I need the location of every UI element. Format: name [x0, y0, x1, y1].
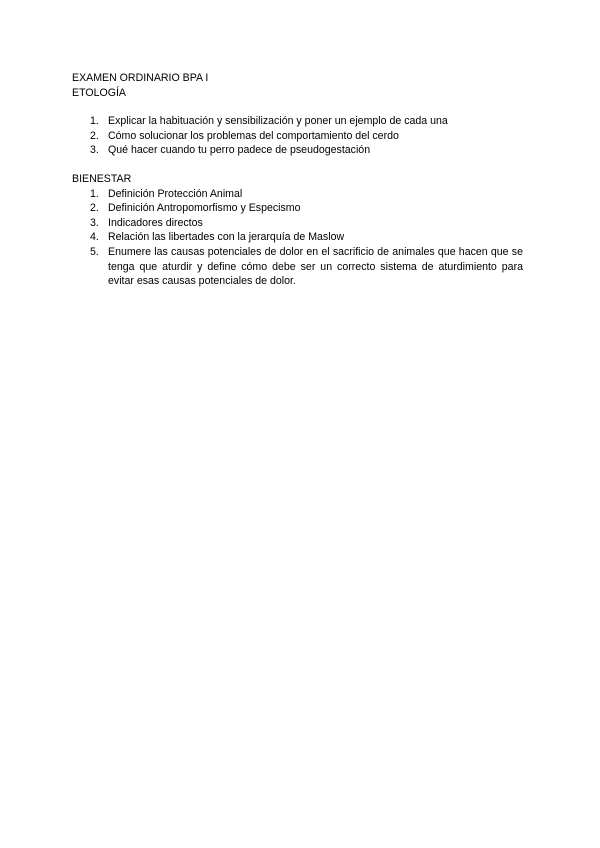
list-item-number: 3. — [90, 144, 99, 157]
list-item-number: 2. — [90, 129, 99, 142]
list-item — [72, 129, 532, 144]
list-item-number: 5. — [90, 245, 99, 258]
spacer — [72, 100, 532, 114]
list-item-text: Explicar la habituación y sensibilización y poner un ejemplo de cada una — [108, 115, 448, 128]
list-item-text: Relación las libertades con la jerarquía de Maslow — [108, 231, 345, 244]
list-item — [72, 216, 532, 231]
etologia-list — [72, 114, 532, 158]
list-item-number: 2. — [90, 202, 99, 215]
section-title-etologia: ETOLOGÍA — [72, 86, 126, 99]
list-item-text: Qué hacer cuando tu perro padece de pseudogestación — [108, 144, 371, 157]
list-item-number: 3. — [90, 216, 99, 229]
list-item-text: Definición Antropomorfismo y Especismo — [108, 202, 301, 215]
list-item-text: Definición Protección Animal — [108, 187, 243, 200]
list-item-number: 1. — [90, 115, 99, 128]
list-item-text: Indicadores directos — [108, 216, 203, 229]
exam-title: EXAMEN ORDINARIO BPA I — [72, 72, 209, 84]
list-item — [72, 187, 532, 202]
list-item-text: Enumere las causas potenciales de dolor en el sacrificio de animales que hacen que se tenga que aturdir y define cómo debe ser un correcto sistema de aturdimiento para evitar esas causas potenciales de dolor. — [108, 245, 523, 288]
list-item-text: Cómo solucionar los problemas del comportamiento del cerdo — [108, 129, 399, 142]
list-item-number: 1. — [90, 187, 99, 200]
list-item — [72, 230, 532, 245]
list-item-number: 4. — [90, 231, 99, 244]
section-title-bienestar: BIENESTAR — [72, 172, 132, 185]
list-item — [72, 245, 532, 289]
bienestar-list — [72, 187, 532, 289]
spacer — [72, 158, 532, 172]
document-content — [72, 71, 532, 289]
list-item — [72, 143, 532, 158]
list-item — [72, 114, 532, 129]
list-item — [72, 201, 532, 216]
